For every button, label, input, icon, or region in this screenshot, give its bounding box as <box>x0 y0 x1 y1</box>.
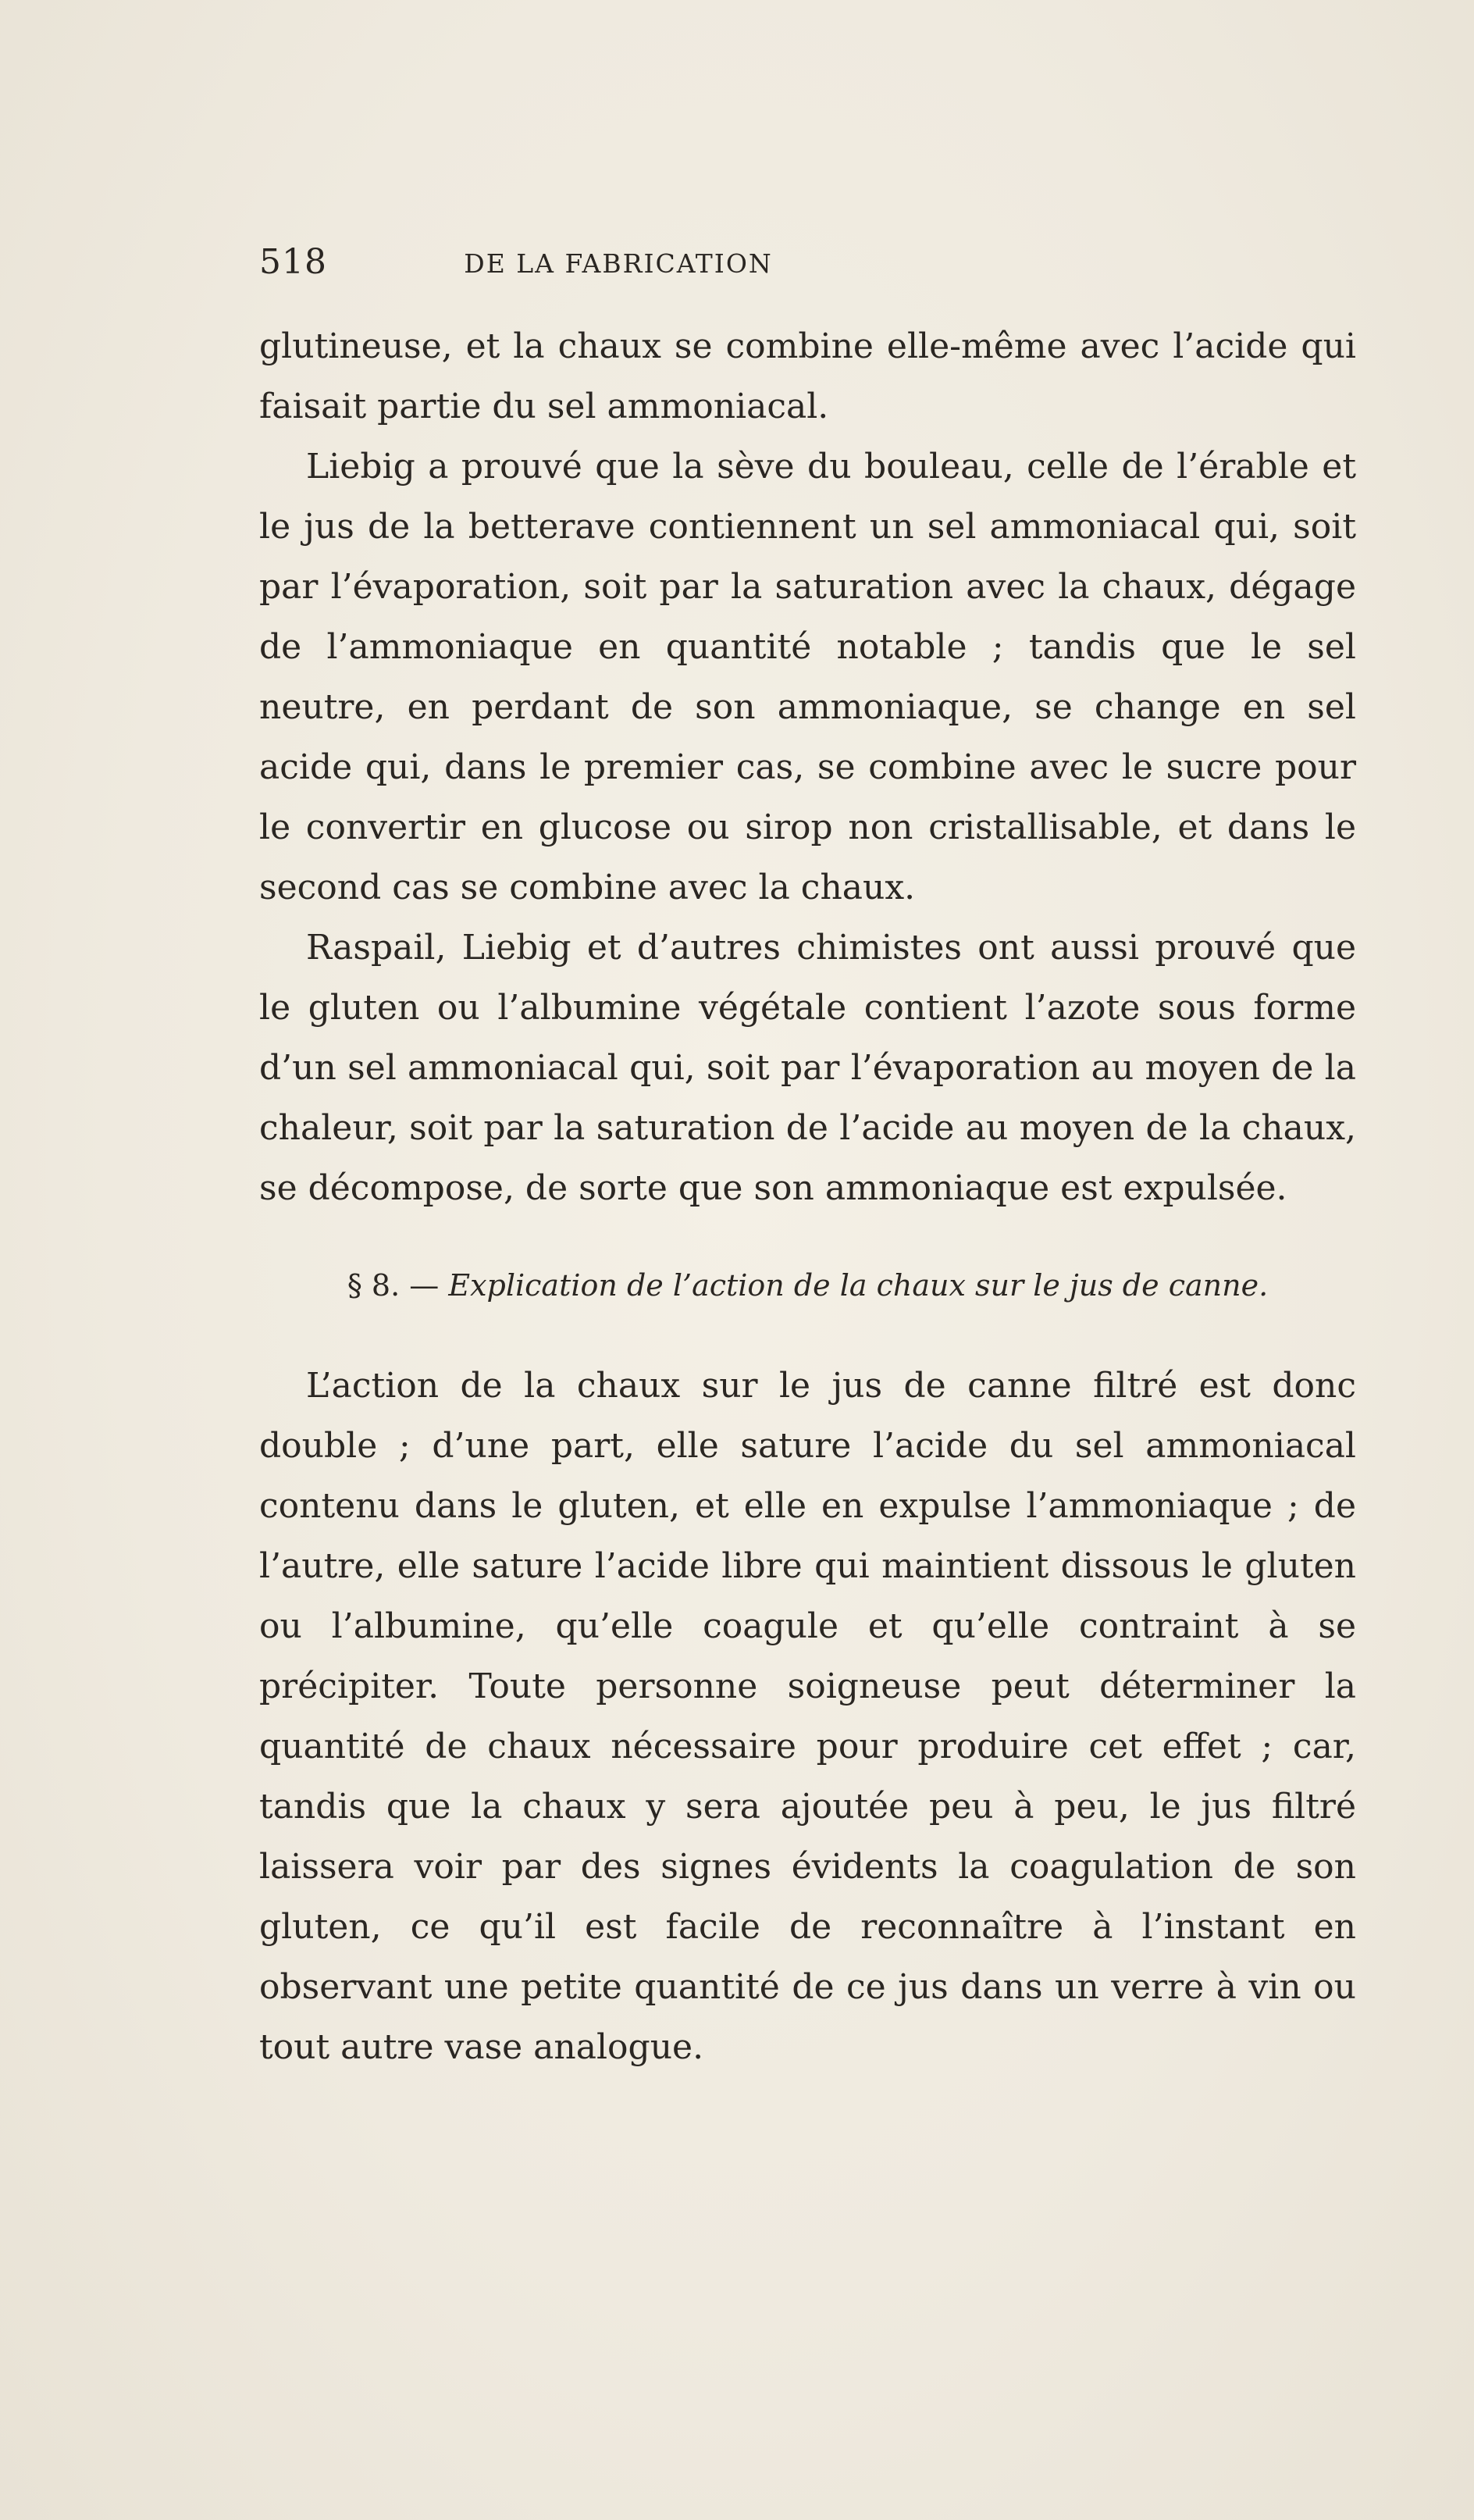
paragraph-raspail: Raspail, Liebig et d’autres chimistes ont aussi prouvé que le gluten ou l’albumine végétale contient l’azote sous forme d’un sel ammoniacal qui, soit par l’évaporation au moyen de la chaleur, soit par la saturation de l’acide au moyen de la chaux, se décompose, de sorte que son ammoniaque est expulsée. <box>259 928 1356 1208</box>
section-number: § 8. — <box>347 1268 440 1303</box>
section-title: Explication de l’action de la chaux sur le jus de canne. <box>448 1268 1269 1303</box>
page-number: 518 <box>259 242 327 282</box>
running-head: DE LA FABRICATION <box>464 248 773 279</box>
page-header <box>259 242 977 289</box>
paragraph-continuation: glutineuse, et la chaux se combine elle-même avec l’acide qui faisait partie du sel ammoniacal. <box>259 326 1356 426</box>
paragraph-action-chaux: L’action de la chaux sur le jus de canne filtré est donc double ; d’une part, elle sature l’acide du sel ammoniacal contenu dans le gluten, et elle en expulse l’ammoniaque ; de l’autre, elle sature l’acide libre qui maintient dissous le gluten ou l’albumine, qu’elle coagule et qu’elle contraint à se précipiter. Toute personne soigneuse peut déterminer la quantité de chaux nécessaire pour produire cet effet ; car, tandis que la chaux y sera ajoutée peu à peu, le jus filtré laissera voir par des signes évidents la coagulation de son gluten, ce qu’il est facile de reconnaître à l’instant en observant une petite quantité de ce jus dans un verre à vin ou tout autre vase analogue. <box>259 1366 1356 2067</box>
section-heading <box>259 1262 1356 1309</box>
body-text <box>259 316 1356 2077</box>
paragraph-liebig: Liebig a prouvé que la sève du bouleau, celle de l’érable et le jus de la betterave contiennent un sel ammoniacal qui, soit par l’évaporation, soit par la saturation avec la chaux, dégage de l’ammoniaque en quantité notable ; tandis que le sel neutre, en perdant de son ammoniaque, se change en sel acide qui, dans le premier cas, se combine avec le sucre pour le convertir en glucose ou sirop non cristallisable, et dans le second cas se combine avec la chaux. <box>259 447 1356 907</box>
